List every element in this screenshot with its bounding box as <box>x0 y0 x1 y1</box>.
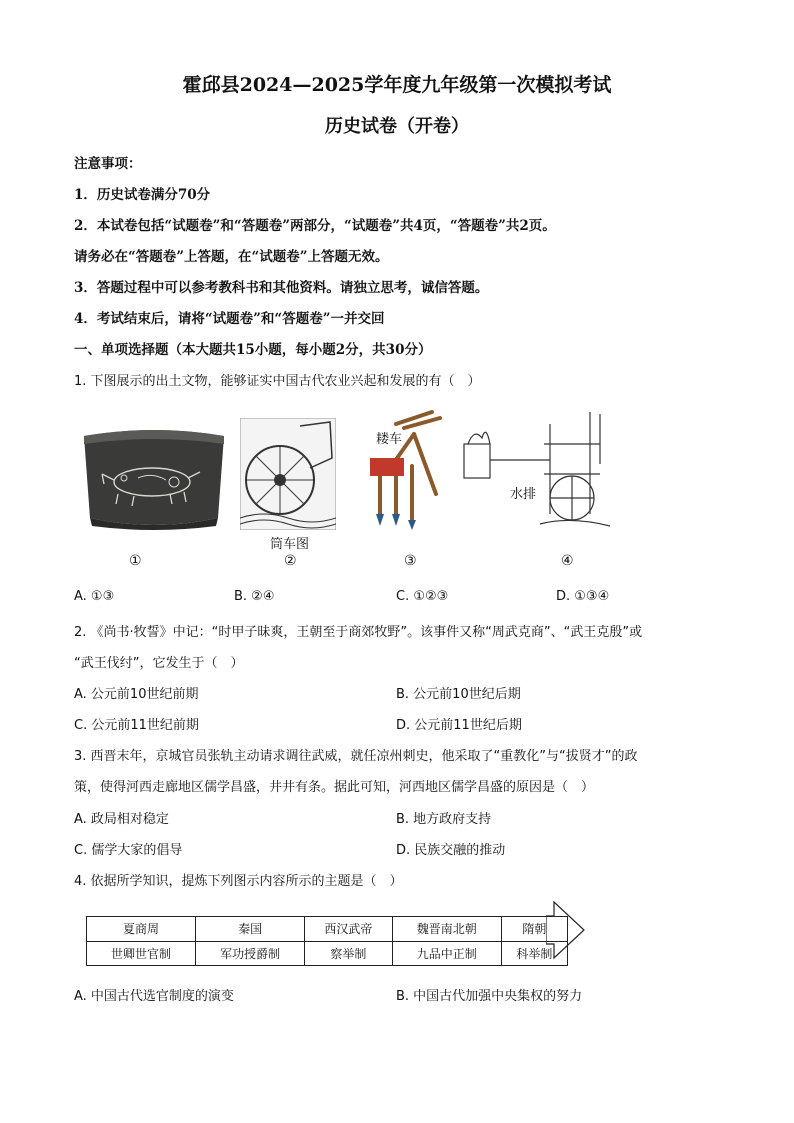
q4-option-a: A. 中国古代选官制度的演变 <box>74 989 234 1004</box>
q2-option-d: D. 公元前11世纪后期 <box>396 718 522 733</box>
image-number-1: ① <box>129 553 142 569</box>
notice-item-2: 2．本试卷包括“试题卷”和“答题卷”两部分，“试题卷”共4页，“答题卷”共2页。 <box>74 218 556 234</box>
exam-subtitle: 历史试卷（开卷） <box>325 116 469 137</box>
q2-stem-line2: “武王伐纣”，它发生于（ ） <box>74 656 244 671</box>
water-wheel-caption: 筒车图 <box>270 537 310 552</box>
image-number-3: ③ <box>404 553 417 569</box>
q1-option-c: C. ①②③ <box>396 589 449 604</box>
q4-option-b: B. 中国古代加强中央集权的努力 <box>396 989 583 1004</box>
q3-option-a: A. 政局相对稳定 <box>74 812 169 827</box>
exam-title: 霍邱县2024—2025学年度九年级第一次模拟考试 <box>182 74 612 96</box>
timeline-system: 科举制 <box>501 941 567 966</box>
q3-option-b: B. 地方政府支持 <box>396 812 492 827</box>
timeline-period: 夏商周 <box>87 917 196 942</box>
q2-stem-line1: 2. 《尚书·牧誓》中记：“时甲子昧爽，王朝至于商郊牧野”。该事件又称“周武克商”、“武王克殷”或 <box>74 625 643 640</box>
seed-drill-label: 耧车 <box>376 432 403 447</box>
image-number-2: ② <box>284 553 297 569</box>
q2-option-a: A. 公元前10世纪前期 <box>74 687 199 702</box>
q1-option-b: B. ②④ <box>234 589 275 604</box>
notice-item-3: 3．答题过程中可以参考教科书和其他资料。请独立思考，诚信答题。 <box>74 280 489 296</box>
q1-option-a: A. ①③ <box>74 589 115 604</box>
timeline-system: 九品中正制 <box>392 941 501 966</box>
timeline-period: 隋朝 <box>501 917 567 942</box>
notice-item-1: 1．历史试卷满分70分 <box>74 187 211 203</box>
q1-option-d: D. ①③④ <box>556 589 610 604</box>
timeline-system-row <box>87 941 568 966</box>
q2-option-b: B. 公元前10世纪后期 <box>396 687 521 702</box>
artifact-pottery-image <box>78 422 230 534</box>
notice-heading: 注意事项： <box>74 156 142 172</box>
water-bellows-label: 水排 <box>510 487 537 502</box>
timeline-system: 世卿世官制 <box>87 941 196 966</box>
q2-option-c: C. 公元前11世纪前期 <box>74 718 199 733</box>
section-heading: 一、单项选择题（本大题共15小题，每小题2分，共30分） <box>74 342 432 358</box>
q4-stem: 4. 依据所学知识，提炼下列图示内容所示的主题是（ ） <box>74 874 403 889</box>
notice-item-2-cont: 请务必在“答题卷”上答题，在“试题卷”上答题无效。 <box>74 249 389 265</box>
water-wheel-image <box>240 418 336 530</box>
image-number-4: ④ <box>561 553 574 569</box>
notice-item-4: 4．考试结束后，请将“试题卷”和“答题卷”一并交回 <box>74 311 385 327</box>
q3-stem-line1: 3. 西晋末年，京城官员张轨主动请求调往武威，就任凉州刺史，他采取了“重教化”与“拔贤才”的政 <box>74 749 638 764</box>
timeline-system: 察举制 <box>305 941 393 966</box>
timeline-period: 魏晋南北朝 <box>392 917 501 942</box>
q1-stem: 1. 下图展示的出土文物，能够证实中国古代农业兴起和发展的有（ ） <box>74 374 481 389</box>
q3-option-d: D. 民族交融的推动 <box>396 843 506 858</box>
selection-system-timeline <box>86 916 568 966</box>
water-bellows-image <box>460 404 612 534</box>
q3-stem-line2: 策，使得河西走廊地区儒学昌盛，井井有条。据此可知，河西地区儒学昌盛的原因是（ ） <box>74 780 595 795</box>
timeline-period: 西汉武帝 <box>305 917 393 942</box>
timeline-system: 军功授爵制 <box>196 941 305 966</box>
seed-drill-image <box>356 404 456 532</box>
timeline-period-row <box>87 917 568 942</box>
timeline-period: 秦国 <box>196 917 305 942</box>
q3-option-c: C. 儒学大家的倡导 <box>74 843 183 858</box>
